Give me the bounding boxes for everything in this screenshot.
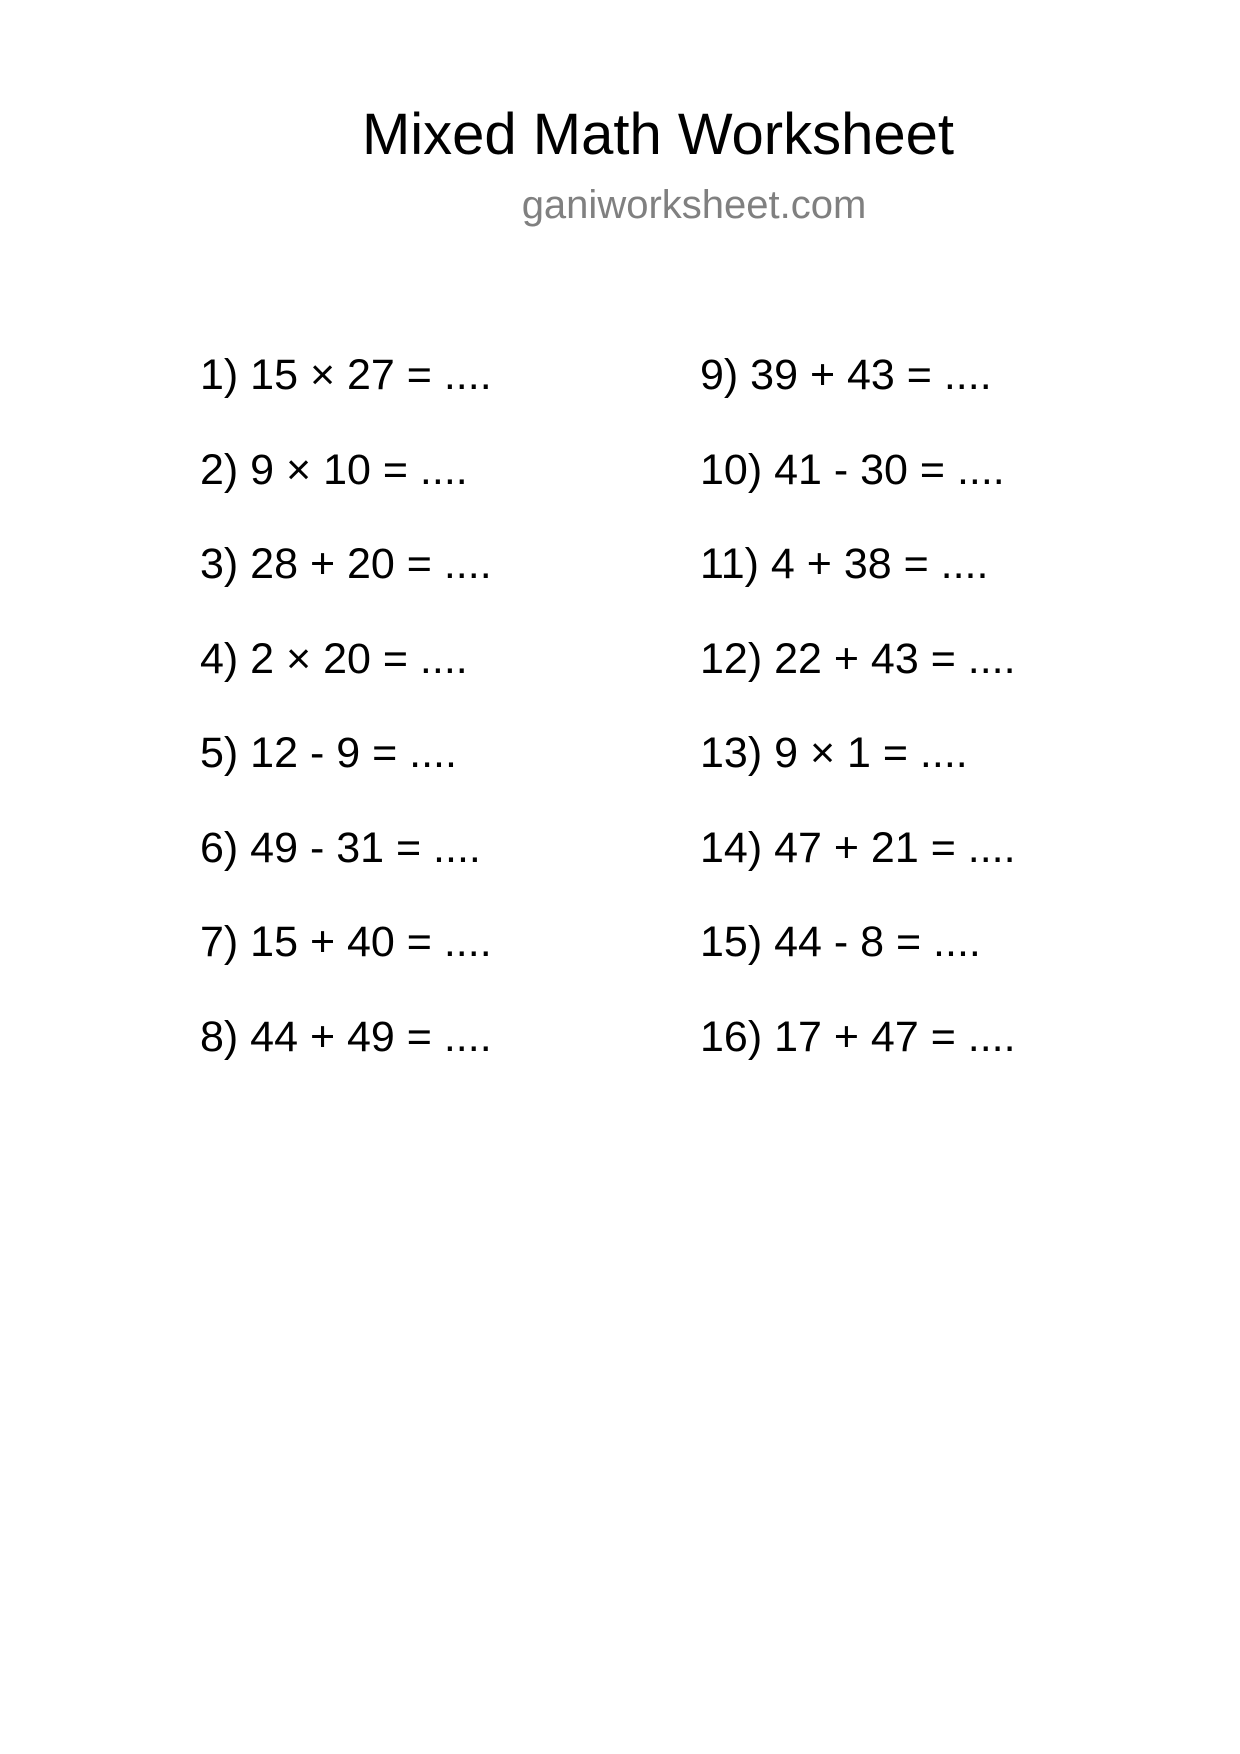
problem-item: 4) 2 × 20 = .... xyxy=(200,635,468,683)
problem-item: 12) 22 + 43 = .... xyxy=(700,635,1016,683)
problem-item: 10) 41 - 30 = .... xyxy=(700,446,1005,494)
site-url: ganiworksheet.com xyxy=(521,183,867,227)
page-title: Mixed Math Worksheet xyxy=(361,102,955,167)
problem-item: 6) 49 - 31 = .... xyxy=(200,824,481,872)
problem-item: 1) 15 × 27 = .... xyxy=(200,351,492,399)
problem-item: 7) 15 + 40 = .... xyxy=(200,918,492,966)
problem-item: 9) 39 + 43 = .... xyxy=(700,351,992,399)
problem-item: 14) 47 + 21 = .... xyxy=(700,824,1016,872)
problem-item: 5) 12 - 9 = .... xyxy=(200,729,457,777)
problem-item: 2) 9 × 10 = .... xyxy=(200,446,468,494)
problem-item: 8) 44 + 49 = .... xyxy=(200,1013,492,1061)
problem-item: 3) 28 + 20 = .... xyxy=(200,540,492,588)
problem-item: 13) 9 × 1 = .... xyxy=(700,729,968,777)
problem-item: 15) 44 - 8 = .... xyxy=(700,918,981,966)
problem-item: 16) 17 + 47 = .... xyxy=(700,1013,1016,1061)
problem-item: 11) 4 + 38 = .... xyxy=(700,540,989,588)
